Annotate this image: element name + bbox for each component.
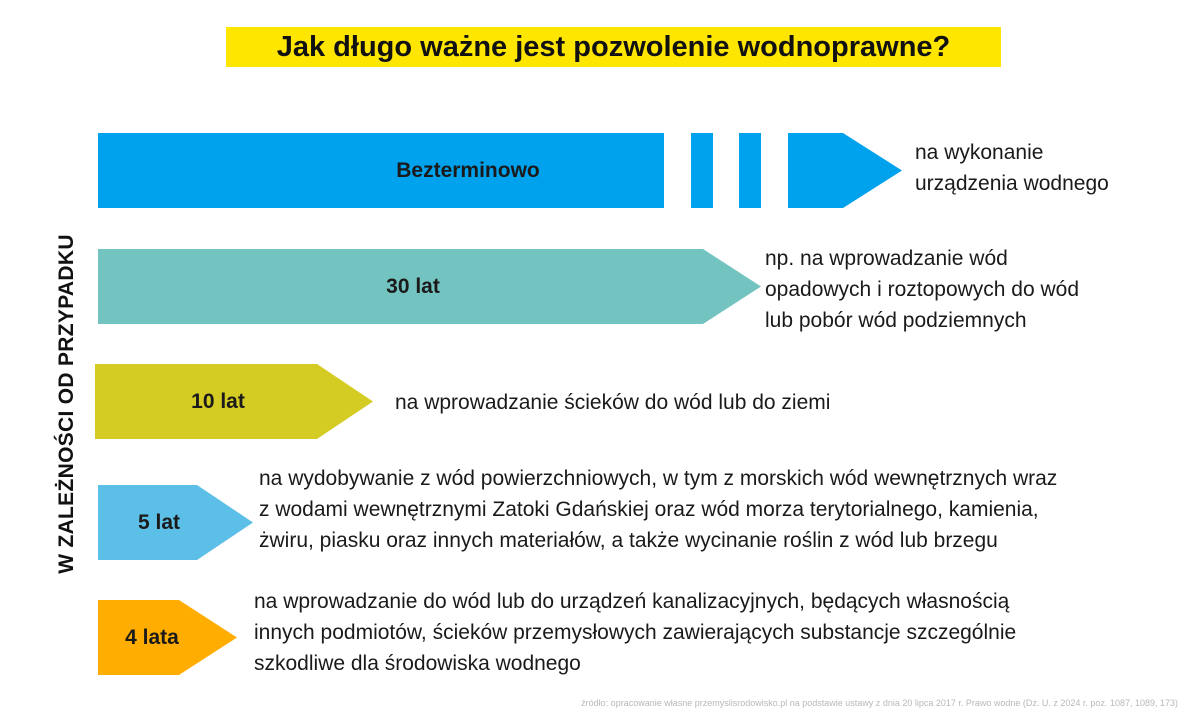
arrow-indefinite-head (788, 133, 902, 208)
description-4-years: na wprowadzanie do wód lub do urządzeń kanalizacyjnych, będących własnością innych podmiotów, ścieków przemysłowych zawierających substancje szczególnie szkodliwe dla środowiska wodnego (254, 590, 1017, 675)
page-title: Jak długo ważne jest pozwolenie wodnoprawne? (276, 31, 951, 63)
source-note: źródło: opracowanie własne przemyslisrodowisko.pl na podstawie ustawy z dnia 20 lipca 2017 r. Prawo wodne (Dz. U. z 2024 r. poz. 1087, 1089, 173) (581, 698, 1178, 708)
description-10-years: na wprowadzanie ścieków do wód lub do ziemi (395, 391, 831, 414)
arrow-indefinite-segment-1 (691, 133, 713, 208)
description-indefinite: na wykonanie urządzenia wodnego (915, 141, 1109, 195)
duration-label-5-years: 5 lat (137, 511, 181, 534)
duration-label-10-years: 10 lat (191, 390, 245, 413)
duration-label-4-years: 4 lata (125, 626, 179, 649)
description-30-years: np. na wprowadzanie wód opadowych i roztopowych do wód lub pobór wód podziemnych (765, 247, 1080, 332)
arrow-indefinite-segment-2 (739, 133, 761, 208)
description-5-years: na wydobywanie z wód powierzchniowych, w tym z morskich wód wewnętrznych wraz z wodami wewnętrznymi Zatoki Gdańskiej oraz wód morza terytorialnego, kamienia, żwiru, piasku oraz innych materiałów, a także wycinanie roślin z wód lub brzegu (259, 467, 1058, 552)
duration-label-indefinite: Bezterminowo (396, 159, 540, 182)
side-label: W ZALEŻNOŚCI OD PRZYPADKU (55, 234, 78, 574)
duration-label-30-years: 30 lat (386, 275, 440, 298)
